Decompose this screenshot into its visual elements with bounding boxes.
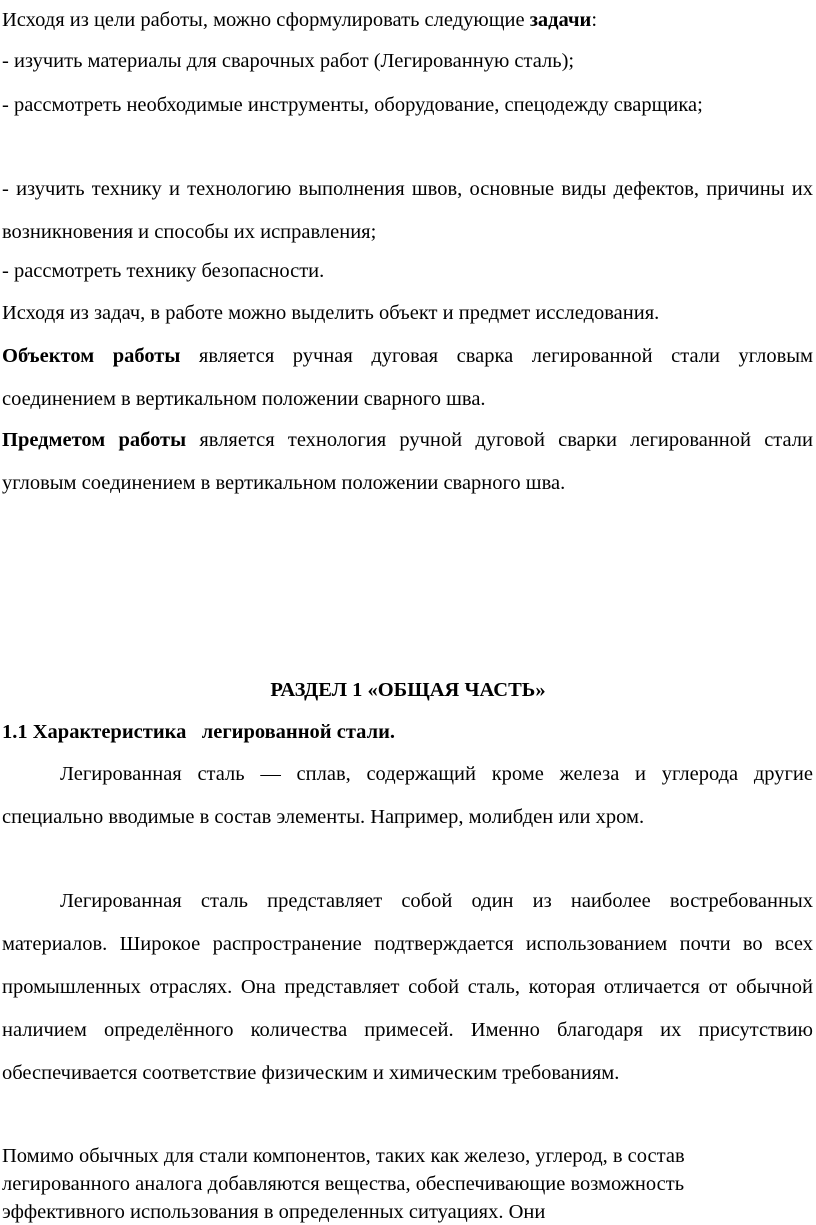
subject-label: Предметом работы	[2, 429, 187, 451]
object-text: является ручная дуговая сварка легированной стали угловым соединением в вертикальном положении сварного шва.	[2, 345, 813, 410]
tasks-intro	[2, 0, 813, 42]
body-paragraph: Легированная сталь представляет собой один из наиболее востребованных материалов. Широкое распространение подтверждается использованием почти во всех промышленных отраслях. Она представляет собой сталь, которая отличается от обычной наличием определённого количества примесей. Именно благодаря их присутствию обеспечивается соответствие физическим и химическим требованиям.	[2, 890, 813, 1084]
subject-paragraph	[2, 419, 813, 505]
task-item: - изучить технику и технологию выполнения швов, основные виды дефектов, причины их возникновения и способы их исправления;	[2, 178, 813, 243]
object-paragraph	[2, 335, 813, 421]
body-paragraph: Легированная сталь — сплав, содержащий кроме железа и углерода другие специально вводимые в состав элементы. Например, молибден или хром.	[2, 763, 813, 828]
task-item: - изучить материалы для сварочных работ (Легированную сталь);	[2, 50, 575, 72]
tasks-intro-text: Исходя из цели работы, можно сформулировать следующие	[2, 9, 530, 31]
section-title: РАЗДЕЛ 1 «ОБЩАЯ ЧАСТЬ»	[270, 679, 546, 701]
task-item: - рассмотреть технику безопасности.	[2, 260, 325, 282]
object-label: Объектом работы	[2, 345, 181, 367]
object-subject-intro: Исходя из задач, в работе можно выделить объект и предмет исследования.	[2, 302, 660, 324]
task-item: - рассмотреть необходимые инструменты, оборудование, спецодежду сварщика;	[2, 94, 703, 116]
tasks-keyword: задачи	[529, 9, 592, 31]
subsection-title: 1.1 Характеристика легированной стали.	[2, 721, 396, 743]
body-paragraph: Помимо обычных для стали компонентов, таких как железо, углерод, в состав легированного аналога добавляются вещества, обеспечивающие возможность эффективного использования в определенных ситуациях. Они	[2, 1145, 685, 1223]
tasks-colon: :	[591, 9, 598, 31]
subject-text: является технология ручной дуговой сварки легированной стали угловым соединением в вертикальном положении сварного шва.	[2, 429, 813, 494]
